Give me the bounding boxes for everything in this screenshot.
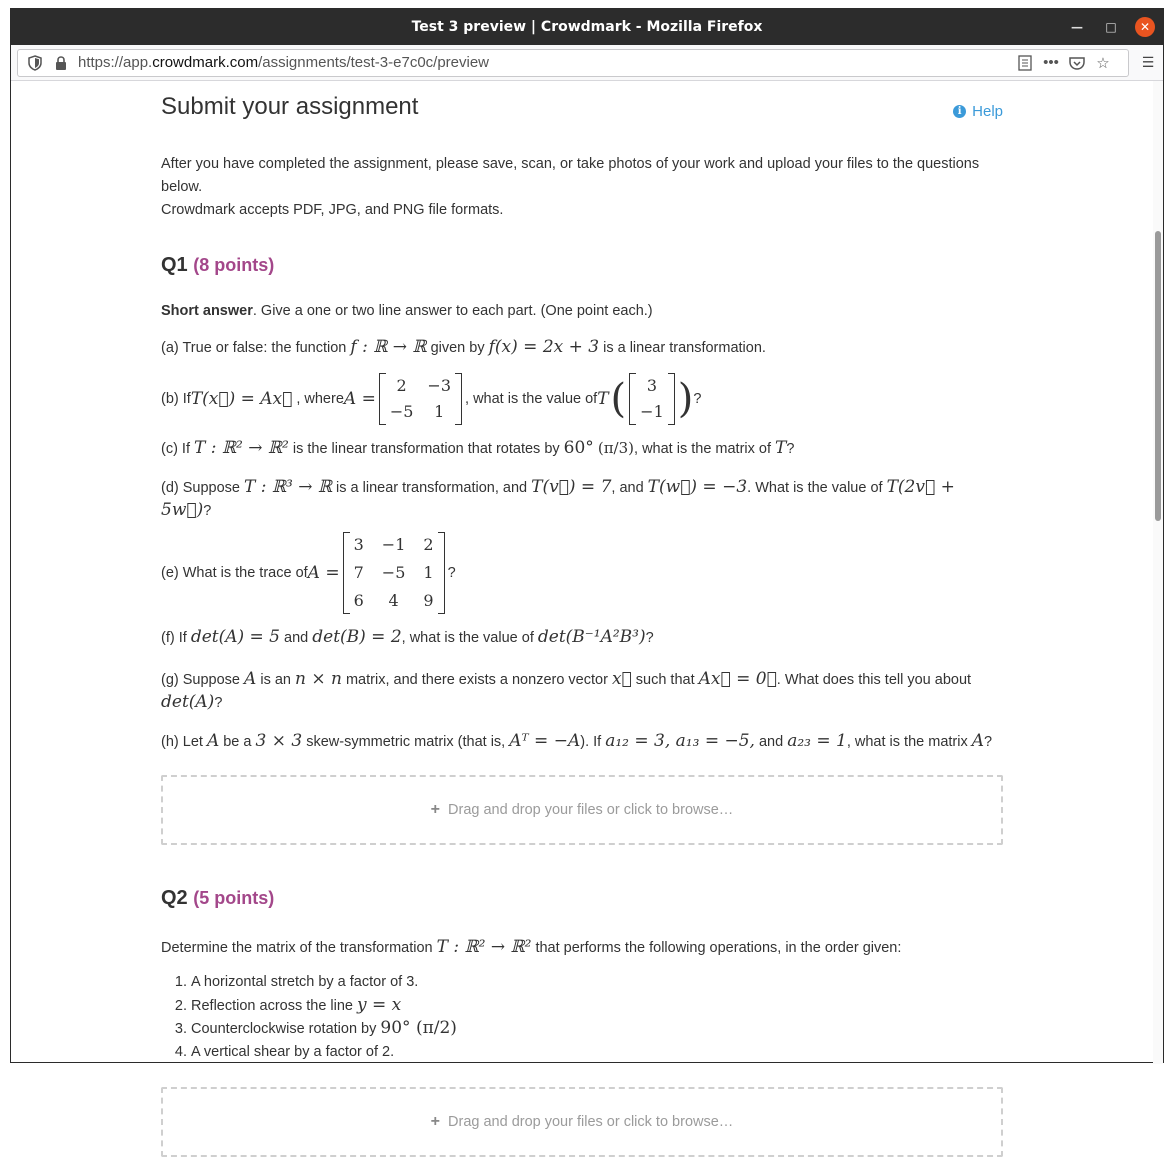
matrix-entry: 3 (646, 376, 658, 395)
question-1 (161, 254, 1003, 845)
matrix-entry: 9 (423, 591, 434, 610)
maximize-icon[interactable]: □ (1105, 20, 1117, 34)
matrix-entry: 2 (396, 376, 407, 395)
upload-dropzone-q2[interactable] (161, 1087, 1003, 1157)
lock-icon[interactable] (52, 54, 70, 72)
menu-icon[interactable]: ☰ (1141, 54, 1155, 70)
matrix-entry: 3 (353, 535, 364, 554)
dropzone-label: Drag and drop your files or click to browse… (448, 1114, 734, 1130)
matrix-e (343, 532, 445, 614)
shield-icon[interactable] (26, 54, 44, 72)
instructions-line: Crowdmark accepts PDF, JPG, and PNG file formats. (161, 202, 504, 218)
matrix-b (379, 373, 462, 425)
matrix-entry: 6 (353, 591, 364, 610)
question-1-points: (8 points) (193, 255, 275, 275)
part-d: (d) Suppose T : ℝ³ → ℝ is a linear transformation, and T(v⃗) = 7, and T(w⃗) = −3. What is the value of T(2v⃗ + 5w⃗)? (161, 477, 955, 520)
question-1-heading: Q1 (8 points) (161, 254, 275, 276)
url-text[interactable]: https://app.crowdmark.com/assignments/test-3-e7c0c/preview (78, 54, 490, 71)
question-2-prompt: Determine the matrix of the transformation T : ℝ² → ℝ² that performs the following operations, in the order given: (161, 937, 902, 957)
part-e: (e) What is the trace of A = 3 −1 2 7 −5 1 6 4 9 ? (161, 532, 1003, 614)
matrix-entry: −1 (640, 402, 664, 421)
part-c: (c) If T : ℝ² → ℝ² is the linear transformation that rotates by 60° (π/3), what is the matrix of T? (161, 438, 795, 458)
close-icon[interactable]: ✕ (1135, 17, 1155, 37)
help-link[interactable] (953, 103, 1003, 120)
url-bar[interactable] (17, 49, 1129, 77)
upload-dropzone-q1[interactable] (161, 775, 1003, 845)
matrix-entry: −1 (381, 535, 406, 554)
matrix-entry: 1 (434, 402, 445, 421)
question-1-intro: Short answer. Give a one or two line answer to each part. (One point each.) (161, 303, 653, 319)
scrollbar[interactable] (1153, 81, 1163, 1064)
part-f: (f) If det(A) = 5 and det(B) = 2, what is the value of det(B⁻¹A²B³)? (161, 627, 654, 647)
list-item: 2. Reflection across the line y = x (191, 994, 1003, 1018)
matrix-entry: −5 (381, 563, 406, 582)
plus-icon: + (430, 1113, 441, 1130)
page-content (161, 81, 1003, 1157)
list-item: 3. Counterclockwise rotation by 90° (π/2) (191, 1017, 1003, 1041)
help-label[interactable]: Help (972, 103, 1003, 120)
instructions-line: After you have completed the assignment, please save, scan, or take photos of your work and upload your files to the questions below. (161, 156, 980, 195)
bookmark-star-icon[interactable]: ☆ (1096, 54, 1110, 72)
window-controls (1067, 9, 1155, 45)
navigation-bar (11, 45, 1163, 81)
reader-view-icon[interactable] (1016, 54, 1034, 72)
list-item: 1. A horizontal stretch by a factor of 3. (191, 971, 1003, 994)
question-2 (161, 887, 1003, 1157)
page-actions-icon[interactable]: ••• (1043, 54, 1059, 71)
vector-b (629, 373, 675, 425)
part-h: (h) Let A be a 3 × 3 skew-symmetric matrix (that is, Aᵀ = −A). If a₁₂ = 3, a₁₃ = −5, and a₂₃ = 1, what is the matrix A? (161, 731, 993, 751)
part-b: (b) If T(x⃗) = Ax⃗ , where A = 2 −3 −5 1 , what is the value of T ( 3 −1 ) ? (161, 373, 1003, 425)
question-2-heading: Q2 (5 points) (161, 887, 275, 909)
part-g: (g) Suppose A is an n × n matrix, and there exists a nonzero vector x⃗ such that Ax⃗ = 0⃗. What does this tell you about det(A)? (161, 669, 972, 712)
part-a: (a) True or false: the function f : ℝ → ℝ given by f(x) = 2x + 3 is a linear transformation. (161, 337, 766, 357)
minimize-icon[interactable]: — (1071, 20, 1083, 34)
scrollbar-thumb[interactable] (1155, 231, 1161, 521)
window-title: Test 3 preview | Crowdmark - Mozilla Firefox (411, 19, 763, 35)
matrix-entry: 4 (388, 591, 399, 610)
list-item: 4. A vertical shear by a factor of 2. (191, 1041, 1003, 1064)
matrix-entry: −3 (427, 376, 452, 395)
info-icon: i (953, 105, 966, 118)
matrix-entry: 1 (423, 563, 434, 582)
question-2-points: (5 points) (193, 888, 275, 908)
instructions (161, 153, 1003, 222)
matrix-entry: 7 (353, 563, 364, 582)
page-title: Submit your assignment (161, 93, 419, 120)
matrix-entry: 2 (423, 535, 434, 554)
title-bar (11, 9, 1163, 45)
browser-window (10, 8, 1164, 1130)
pocket-icon[interactable] (1068, 54, 1086, 72)
operations-list (161, 971, 1003, 1063)
dropzone-label: Drag and drop your files or click to browse… (448, 802, 734, 818)
matrix-entry: −5 (389, 402, 414, 421)
plus-icon: + (430, 801, 441, 818)
